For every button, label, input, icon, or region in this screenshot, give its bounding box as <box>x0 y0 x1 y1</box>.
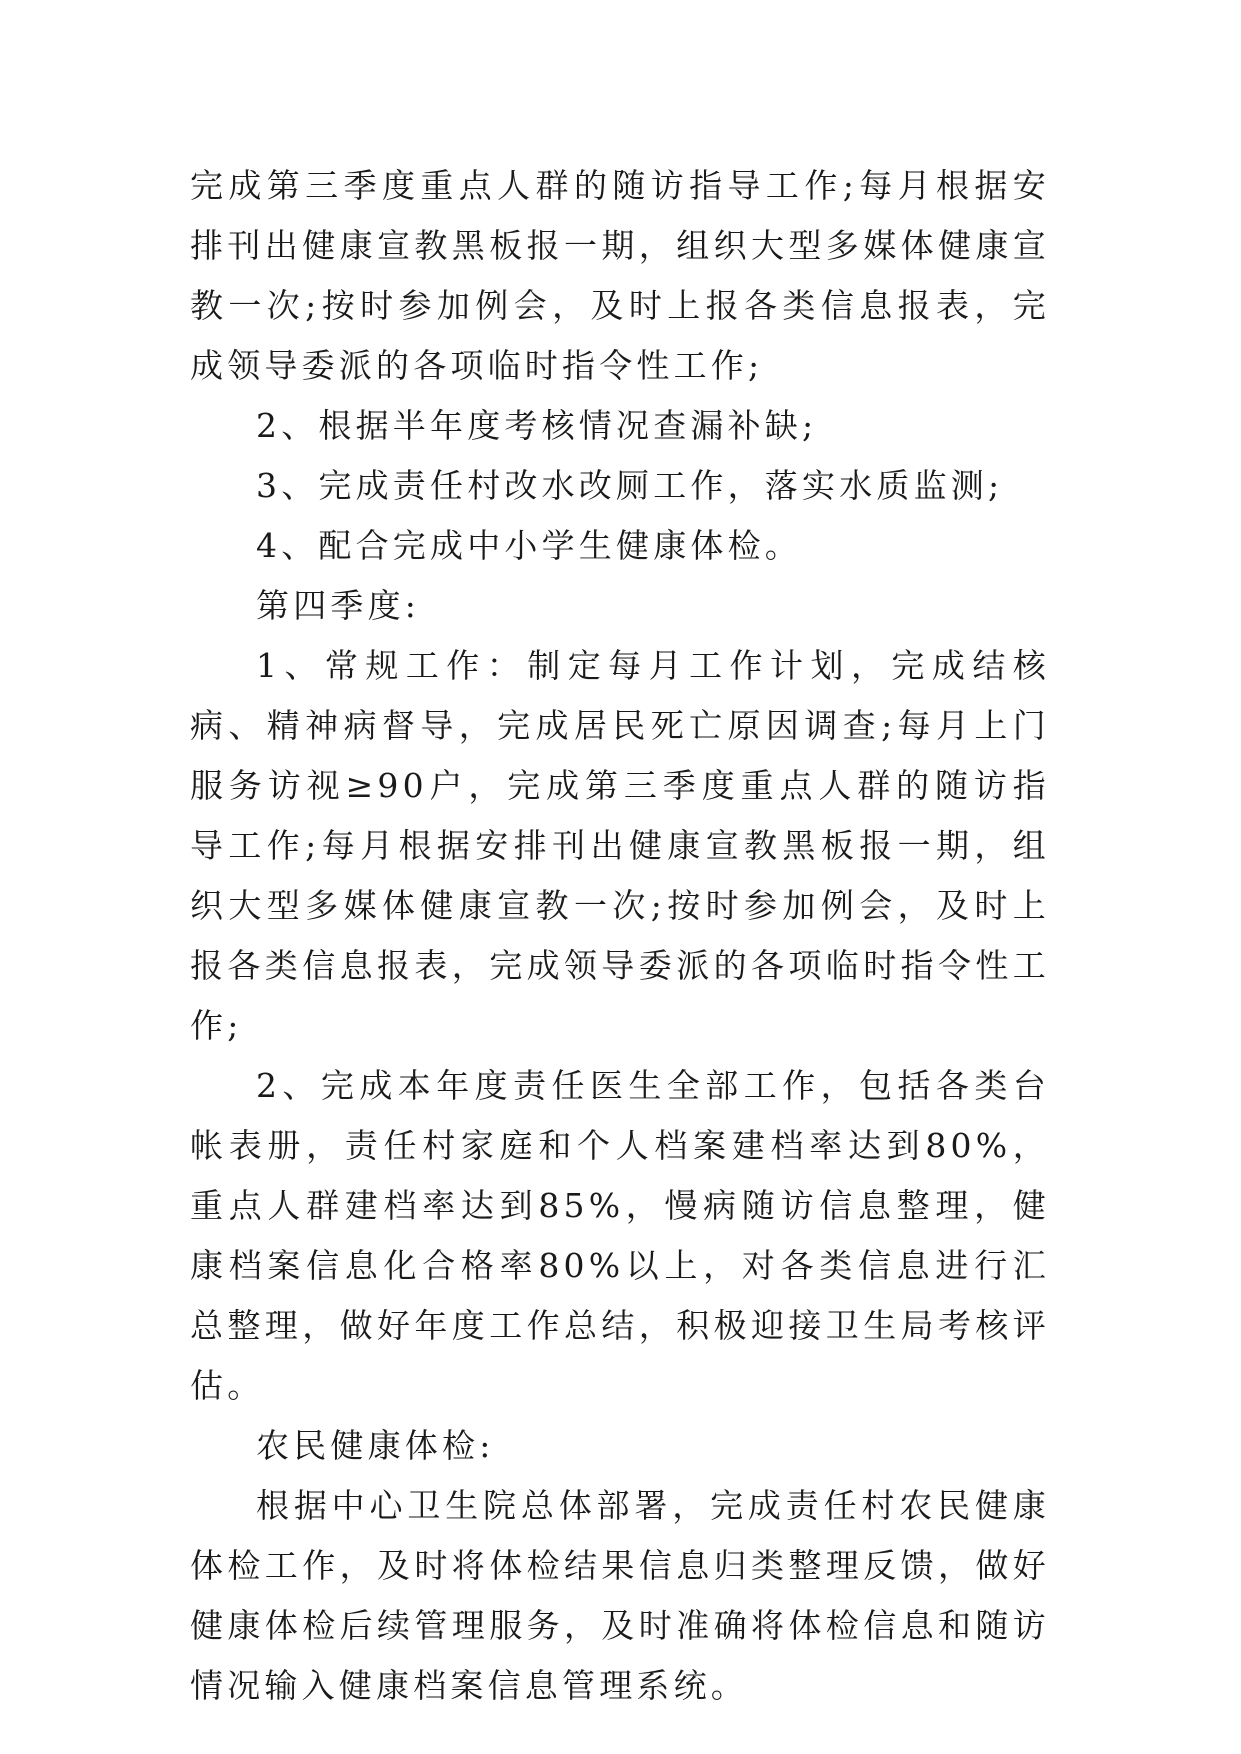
paragraph-health-check: 根据中心卫生院总体部署，完成责任村农民健康体检工作，及时将体检结果信息归类整理反馈，做好健康体检后续管理服务，及时准确将体检信息和随访情况输入健康档案信息管理系统。 <box>190 1486 1050 1705</box>
paragraph-item-4: 4、配合完成中小学生健康体检。 <box>256 526 802 565</box>
section-heading-health-check: 农民健康体检: <box>256 1426 495 1465</box>
paragraph-item-2: 2、根据半年度考核情况查漏补缺; <box>256 406 818 445</box>
paragraph-item-3: 3、完成责任村改水改厕工作，落实水质监测; <box>256 466 1004 505</box>
paragraph-q4-item-1: 1、常规工作：制定每月工作计划，完成结核病、精神病督导，完成居民死亡原因调查;每月上门服务访视≥90户，完成第三季度重点人群的随访指导工作;每月根据安排刊出健康宣教黑板报一期，组织大型多媒体健康宣教一次;按时参加例会，及时上报各类信息报表，完成领导委派的各项临时指令性工作; <box>190 646 1050 1045</box>
section-heading-q4: 第四季度: <box>256 586 421 625</box>
paragraph-continuation: 完成第三季度重点人群的随访指导工作;每月根据安排刊出健康宣教黑板报一期，组织大型多媒体健康宣教一次;按时参加例会，及时上报各类信息报表，完成领导委派的各项临时指令性工作; <box>190 166 1050 385</box>
paragraph-q4-item-2: 2、完成本年度责任医生全部工作，包括各类台帐表册，责任村家庭和个人档案建档率达到80%，重点人群建档率达到85%，慢病随访信息整理，健康档案信息化合格率80%以上，对各类信息进行汇总整理，做好年度工作总结，积极迎接卫生局考核评估。 <box>190 1066 1050 1405</box>
document-body <box>190 156 1050 1716</box>
